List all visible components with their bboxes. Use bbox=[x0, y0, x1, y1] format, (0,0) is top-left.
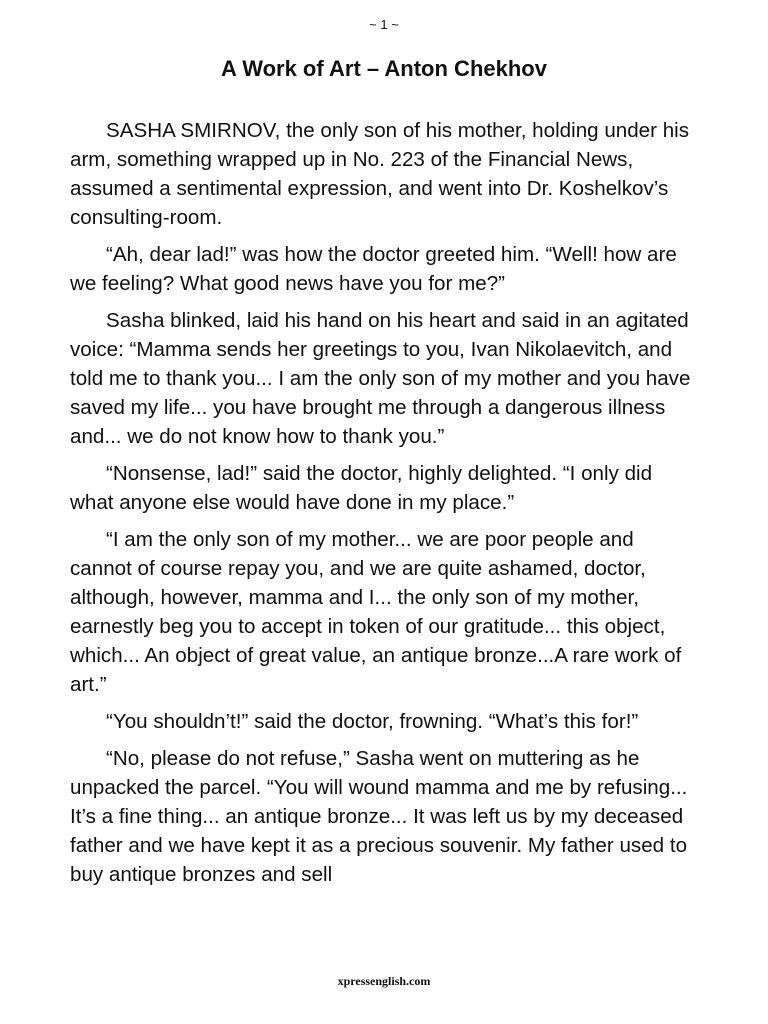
story-paragraph: Sasha blinked, laid his hand on his heart and said in an agitated voice: “Mamma sends her greetings to you, Ivan Nikolaevitch, and told me to thank you... I am the only son of my mother and you have saved my life... you have brought me through a dangerous illness and... we do not know how to thank you.” bbox=[70, 309, 691, 448]
story-paragraph: “You shouldn’t!” said the doctor, frowning. “What’s this for!” bbox=[106, 710, 639, 733]
page-number: ~ 1 ~ bbox=[369, 17, 399, 32]
story-paragraph: “No, please do not refuse,” Sasha went on muttering as he unpacked the parcel. “You will wound mamma and me by refusing... It’s a fine thing... an antique bronze... It was left us by my deceased father and we have kept it as a precious souvenir. My father used to buy antique bronzes and sell bbox=[70, 747, 688, 886]
story-paragraph: SASHA SMIRNOV, the only son of his mother, holding under his arm, something wrapped up in No. 223 of the Financial News, assumed a sentimental expression, and went into Dr. Koshelkov’s consulting-room. bbox=[70, 119, 690, 229]
story-paragraph: “Nonsense, lad!” said the doctor, highly delighted. “I only did what anyone else would have done in my place.” bbox=[70, 462, 653, 514]
story-body bbox=[70, 116, 700, 897]
footer-site-name: xpressenglish.com bbox=[337, 974, 431, 988]
page-title: A Work of Art – Anton Chekhov bbox=[221, 56, 547, 81]
story-paragraph: “Ah, dear lad!” was how the doctor greeted him. “Well! how are we feeling? What good news have you for me?” bbox=[70, 243, 677, 295]
story-paragraph: “I am the only son of my mother... we are poor people and cannot of course repay you, and we are quite ashamed, doctor, although, however, mamma and I... the only son of my mother, earnestly beg you to accept in token of our gratitude... this object, which... An object of great value, an antique bronze...A rare work of art.” bbox=[70, 528, 682, 696]
